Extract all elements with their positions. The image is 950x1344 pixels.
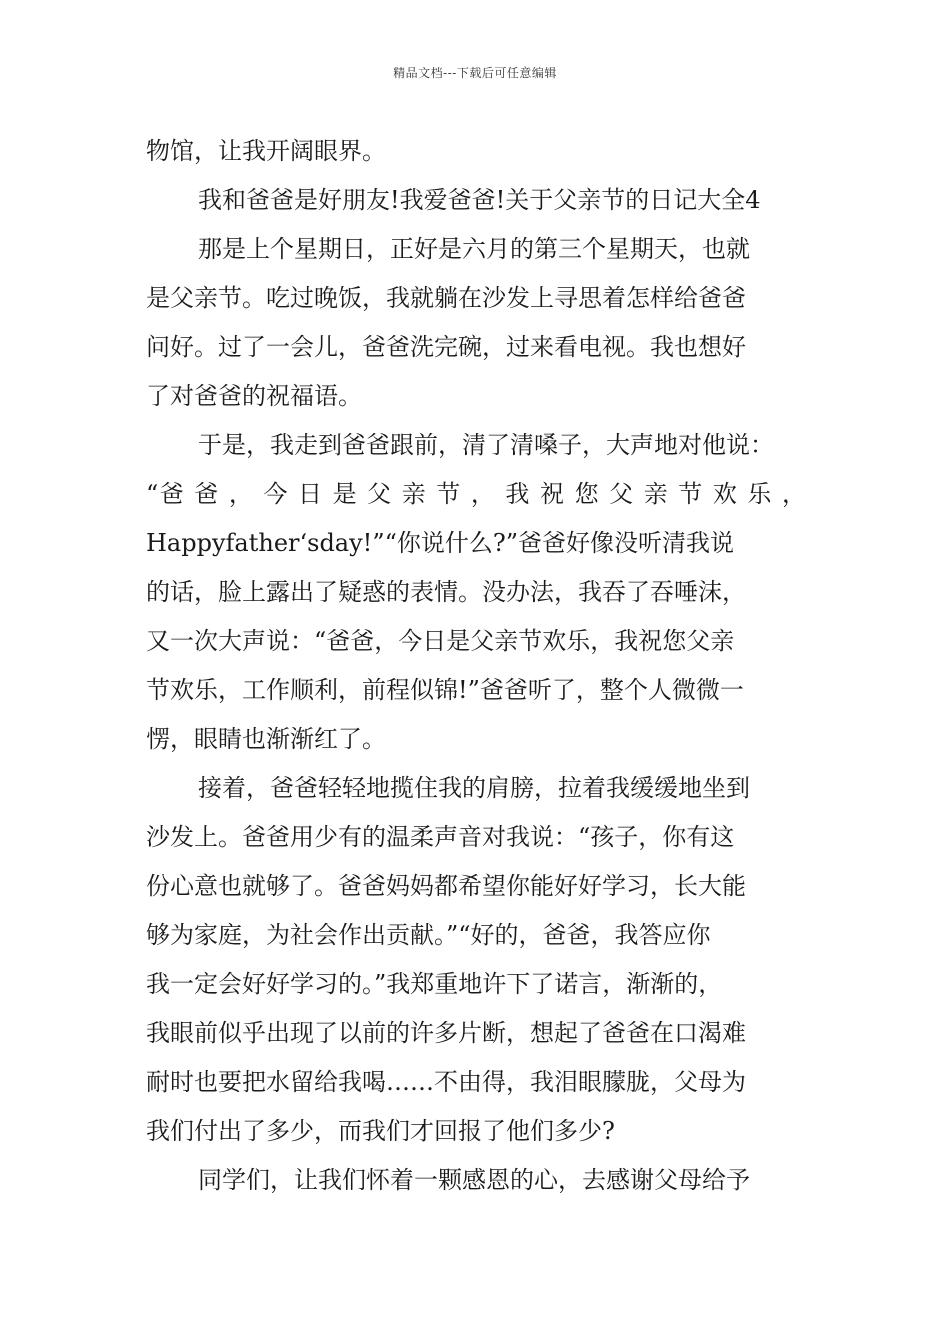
text-line: 份心意也就够了。爸爸妈妈都希望你能好好学习，长大能 <box>146 872 746 900</box>
text-line: 的话，脸上露出了疑惑的表情。没办法，我吞了吞唾沫， <box>146 578 746 606</box>
text-line: 问好。过了一会儿，爸爸洗完碗，过来看电视。我也想好 <box>146 333 746 361</box>
text-line: 是父亲节。吃过晚饭，我就躺在沙发上寻思着怎样给爸爸 <box>146 284 746 312</box>
text-line: 节欢乐，工作顺利，前程似锦!”爸爸听了，整个人微微一 <box>146 676 744 704</box>
text-line: 同学们，让我们怀着一颗感恩的心，去感谢父母给予 <box>198 1166 750 1194</box>
document-body <box>146 127 806 1205</box>
text-line: 愣，眼睛也渐渐红了。 <box>146 725 386 753</box>
text-line: 沙发上。爸爸用少有的温柔声音对我说：“孩子，你有这 <box>146 823 735 851</box>
text-line: “爸 爸 ， 今 日 是 父 亲 节 ， 我 祝 您 父 亲 节 欢 乐 ， <box>146 480 806 508</box>
text-line: 物馆，让我开阔眼界。 <box>146 137 386 165</box>
text-line: 了对爸爸的祝福语。 <box>146 382 362 410</box>
text-line: 耐时也要把水留给我喝……不由得，我泪眼朦胧，父母为 <box>146 1068 746 1096</box>
text-line: 我一定会好好学习的。”我郑重地许下了诺言，渐渐的， <box>146 970 723 998</box>
text-line: 那是上个星期日，正好是六月的第三个星期天，也就 <box>198 235 750 263</box>
text-line: 我眼前似乎出现了以前的许多片断，想起了爸爸在口渴难 <box>146 1019 746 1047</box>
text-line: Happyfather‘sday!”“你说什么?”爸爸好像没听清我说 <box>146 529 734 557</box>
text-line: 于是，我走到爸爸跟前，清了清嗓子，大声地对他说： <box>198 431 774 459</box>
text-line: 够为家庭，为社会作出贡献。”“好的，爸爸，我答应你 <box>146 921 711 949</box>
text-line: 我们付出了多少，而我们才回报了他们多少? <box>146 1117 615 1145</box>
text-line: 又一次大声说：“爸爸，今日是父亲节欢乐，我祝您父亲 <box>146 627 735 655</box>
text-line: 接着，爸爸轻轻地揽住我的肩膀，拉着我缓缓地坐到 <box>198 774 750 802</box>
text-line: 我和爸爸是好朋友!我爱爸爸!关于父亲节的日记大全4 <box>198 186 761 214</box>
page-header: 精品文档---下载后可任意编辑 <box>393 66 557 80</box>
